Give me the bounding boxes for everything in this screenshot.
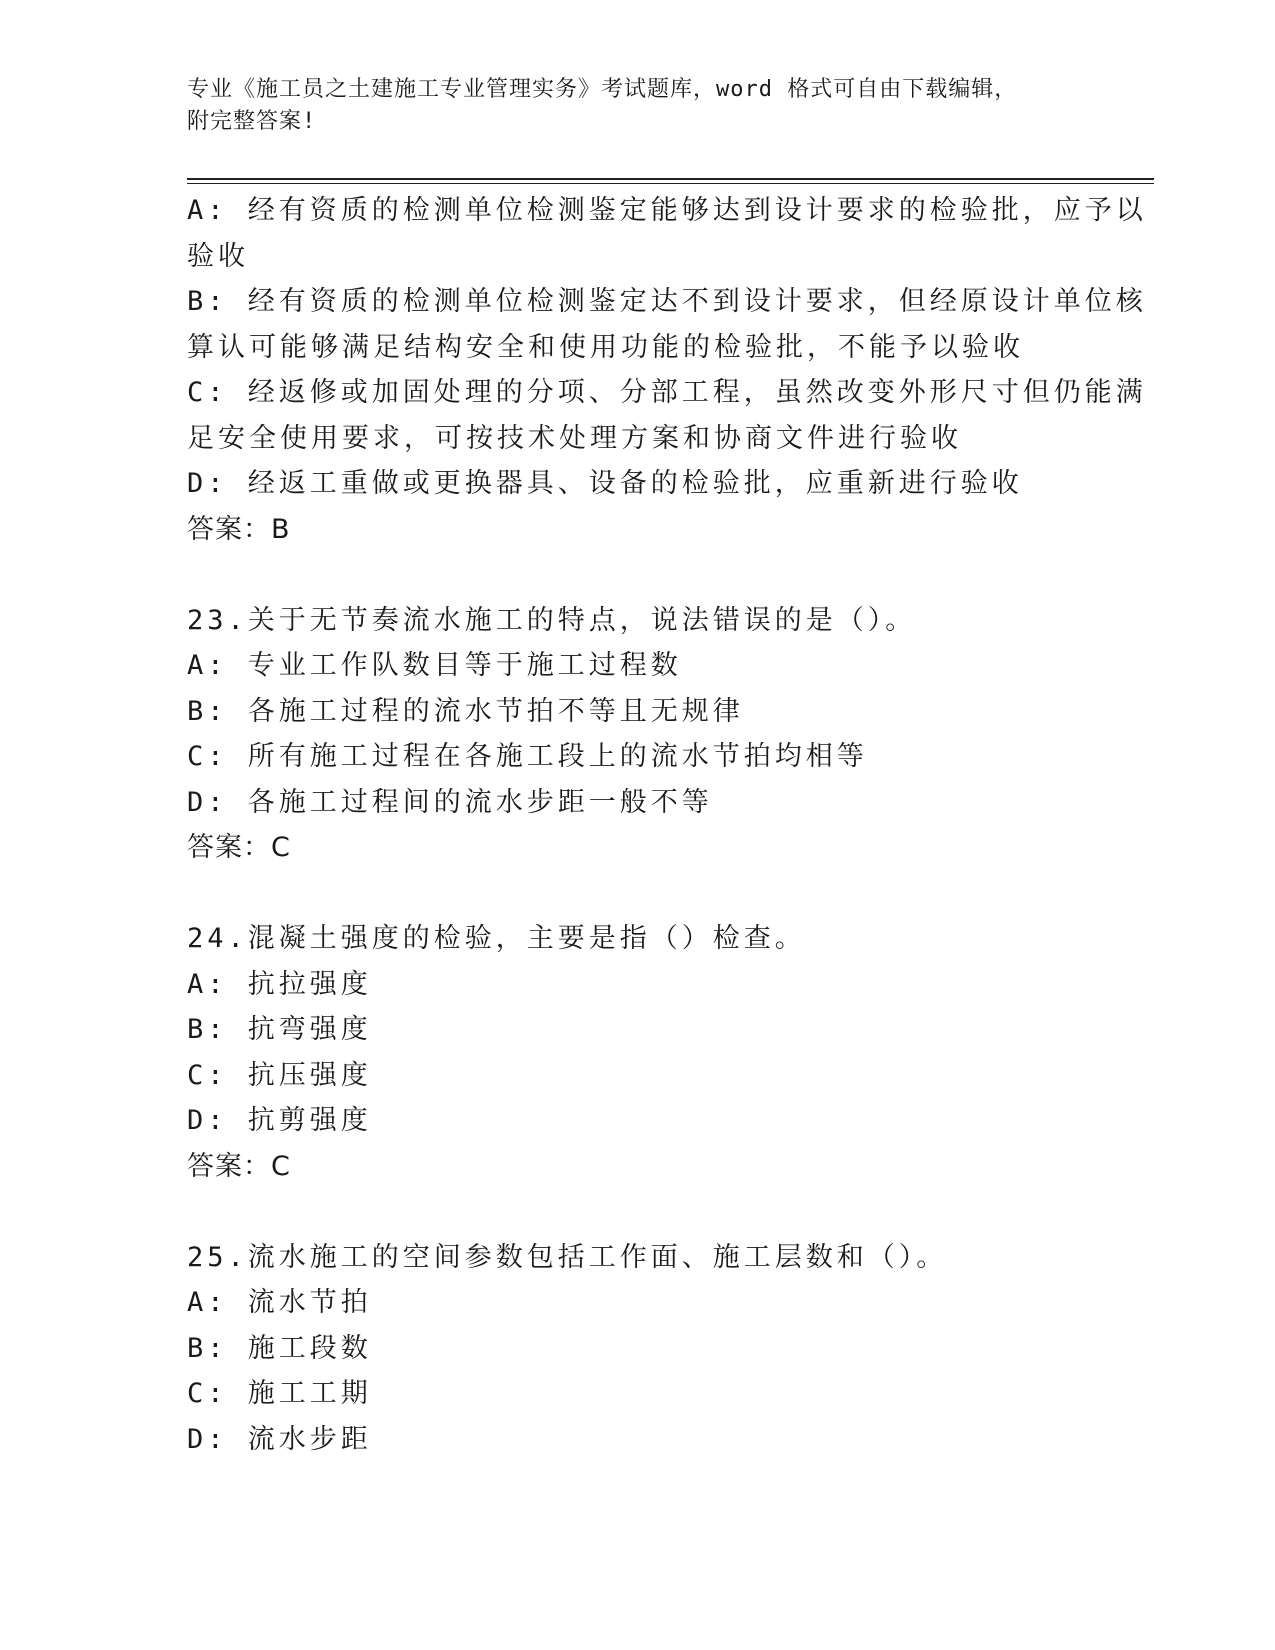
option-d: D: 抗剪强度 bbox=[187, 1105, 372, 1136]
option-c: C: 所有施工过程在各施工段上的流水节拍均相等 bbox=[187, 741, 868, 772]
option-c: C: 抗压强度 bbox=[187, 1059, 372, 1091]
option-b: B: 施工段数 bbox=[187, 1332, 372, 1364]
option-b: B: 经有资质的检测单位检测鉴定达不到设计要求，但经原设计单位核 bbox=[187, 286, 1147, 317]
question-text: 25.流水施工的空间参数包括工作面、施工层数和（）。 bbox=[187, 1241, 948, 1273]
question-text: 23.关于无节奏流水施工的特点，说法错误的是（）。 bbox=[187, 604, 917, 636]
header-divider-thick bbox=[187, 178, 1154, 180]
question-list bbox=[187, 188, 1147, 1462]
option-d: D: 经返工重做或更换器具、设备的检验批，应重新进行验收 bbox=[187, 468, 1023, 499]
question-text: 24.混凝土强度的检验，主要是指（）检查。 bbox=[187, 923, 806, 954]
option-a: A: 专业工作队数目等于施工过程数 bbox=[187, 650, 682, 681]
option-a: A: 流水节拍 bbox=[187, 1287, 372, 1318]
header-subtitle-line: 附完整答案! bbox=[187, 109, 317, 134]
option-b-continued: 算认可能够满足结构安全和使用功能的检验批，不能予以验收 bbox=[187, 331, 1024, 363]
option-a: A: 经有资质的检测单位检测鉴定能够达到设计要求的检验批，应予以 bbox=[187, 195, 1147, 226]
option-d: D: 流水步距 bbox=[187, 1423, 372, 1455]
option-b: B: 抗弯强度 bbox=[187, 1014, 372, 1045]
header-divider-thin bbox=[187, 183, 1154, 184]
question-22-block bbox=[187, 188, 1147, 552]
question-24-block bbox=[187, 916, 1087, 1189]
answer-label: 答案：B bbox=[187, 513, 291, 545]
option-a: A: 抗拉强度 bbox=[187, 968, 372, 1000]
option-c: C: 施工工期 bbox=[187, 1378, 372, 1409]
answer-label: 答案：C bbox=[187, 832, 291, 863]
question-25-block bbox=[187, 1235, 1087, 1463]
document-header bbox=[187, 74, 1087, 138]
option-b: B: 各施工过程的流水节拍不等且无规律 bbox=[187, 695, 744, 727]
option-a-continued: 验收 bbox=[187, 240, 249, 272]
spacer bbox=[187, 552, 1087, 598]
option-c-continued: 足安全使用要求，可按技术处理方案和协商文件进行验收 bbox=[187, 422, 962, 454]
option-d: D: 各施工过程间的流水步距一般不等 bbox=[187, 786, 713, 818]
spacer bbox=[187, 1189, 1087, 1235]
answer-label: 答案：C bbox=[187, 1150, 291, 1182]
option-c: C: 经返修或加固处理的分项、分部工程，虽然改变外形尺寸但仍能满 bbox=[187, 377, 1147, 408]
header-title-line: 专业《施工员之土建施工专业管理实务》考试题库，word 格式可自由下载编辑， bbox=[187, 77, 1018, 102]
question-23-block bbox=[187, 598, 1087, 871]
spacer bbox=[187, 871, 1087, 917]
